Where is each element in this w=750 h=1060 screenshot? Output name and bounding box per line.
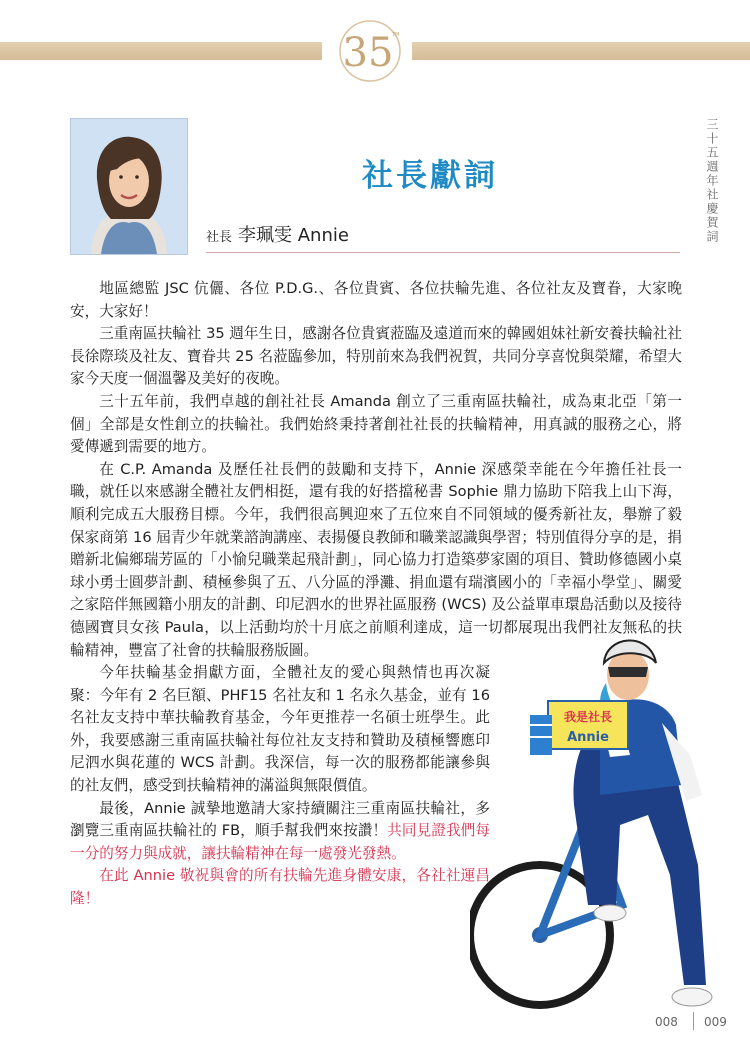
president-cycling-photo [470,605,742,1030]
title-divider [206,252,680,253]
sign-line2: Annie [567,730,609,745]
page-title: 社長獻詞 [362,158,498,194]
paragraph-blessing: 在此 Annie 敬祝與會的所有扶輪先進身體安康，各社社運昌隆！ [70,867,490,908]
president-role: 社長 [206,230,233,245]
closing-text: 最後，Annie 誠摯地邀請大家持續關注三重南區扶輪社，多瀏覽三重南區扶輪社的 FB，順手幫我們來按讚！ [70,799,490,840]
president-byline [206,221,676,247]
president-portrait [70,118,188,255]
header-band-left [0,42,322,60]
president-name: 李珮雯 Annie [238,225,349,246]
paragraph-founding: 三十五年前，我們卓越的創社社長 Amanda 創立了三重南區扶輪社，成為東北亞「第一個」全部是女性創立的扶輪社。我們始終秉持著創社社長的扶輪精神，用真誠的服務之心，將愛傳遞到需要的地方。 [70,392,682,456]
anniversary-35-logo [330,18,410,84]
page-number-left: 008 [655,1015,678,1029]
page-number-right: 009 [704,1015,727,1029]
side-section-title: 三十五週年社慶賀詞 [705,118,719,244]
sign-line1: 我是社長 [563,710,613,724]
header-band-right [412,42,750,60]
logo-number: 35 [342,30,394,76]
paragraph-greeting: 地區總監 JSC 伉儷、各位 P.D.G.、各位貴賓、各位扶輪先進、各位社友及寶眷，大家晚安，大家好！ [70,280,682,320]
page-number-divider [693,1012,694,1030]
paragraph-service: 在 C.P. Amanda 及歷任社長們的鼓勵和支持下，Annie 深感榮幸能在今年擔任社長一職，就任以來感謝全體社友們相挺，還有我的好搭擋秘書 Sophie 鼎力協助下陪我上山下海，順利完成五大服務目標。今年，我們很高興迎來了五位來自不同領域的優秀新社友，舉辦了毅保家商第 16 屆青少年就業諮詢講座、表揚優良教師和職業認識與學習；特別值得分享的是，捐贈新北偏鄉瑞芳區的「小愉兒職業起飛計劃」，同心協力打造築夢家園的項目、贊助修德國小桌球小勇士圓夢計劃、積極參與了五、八分區的淨灘、捐血還有瑞濱國小的「幸福小學堂」、關愛之家陪伴無國籍小朋友的計劃、印尼泗水的世界社區服務 (WCS) 及公益單車環島活動以及接待德國寶貝女孩 Paula，以上活動均於十月底之前順利達成，這一切都展現出我們社友無私的扶輪精神，豐富了社會的扶輪服務版圖。 [70,460,682,659]
closing-highlight: 共同見證我們每一分的努力與成就，讓扶輪精神在每一處發光發熱。 [70,822,490,862]
paragraph-anniversary: 三重南區扶輪社 35 週年生日，感謝各位貴賓蒞臨及遠道而來的韓國姐妹社新安養扶輪社社長徐際琰及社友、寶眷共 25 名蒞臨參加，特別前來為我們祝賀，共同分享喜悅與榮耀，希望大家今天度一個溫馨及美好的夜晚。 [70,325,682,388]
paragraph-foundation: 今年扶輪基金捐獻方面，全體社友的愛心與熱情也再次凝聚：今年有 2 名巨額、PHF15 名社友和 1 名永久基金，並有 16 名社友支持中華扶輪教育基金，今年更推荐一名碩士班學生。此外，我要感謝三重南區扶輪社每位社友支持和贊助及積極響應印尼泗水與花蓮的 WCS 計劃。我深信，每一次的服務都能讓參與的社友們，感受到扶輪精神的滿溢與無限價值。 [70,664,490,795]
logo-tm: TM [392,32,400,38]
paragraph-closing [70,798,490,866]
